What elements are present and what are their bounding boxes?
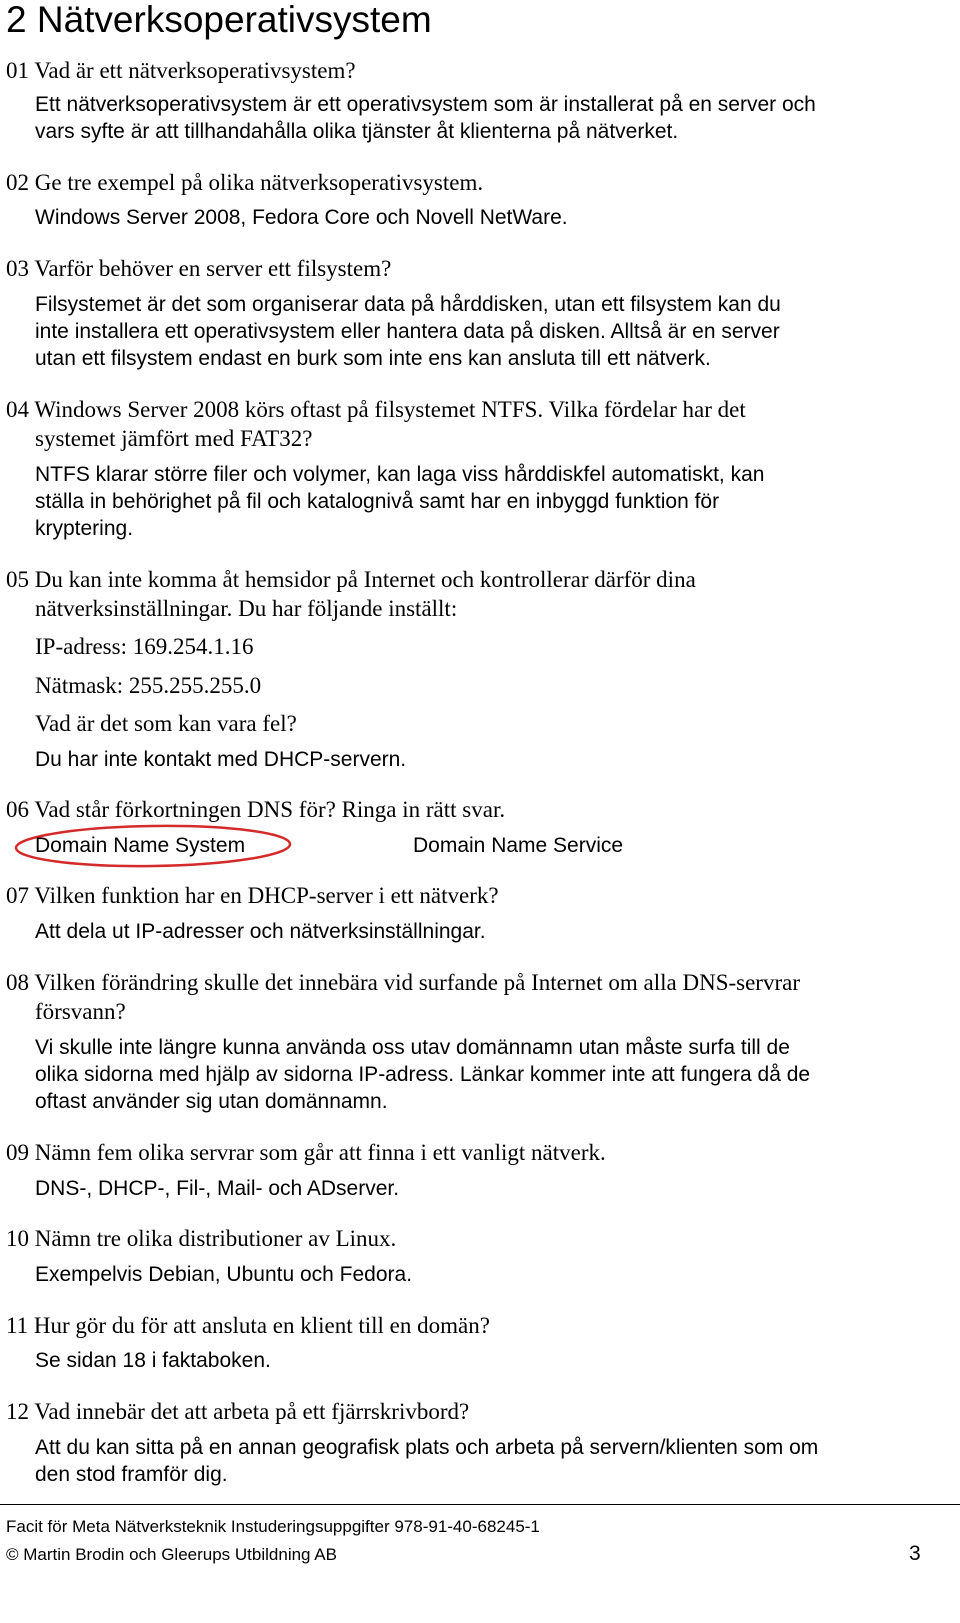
question-04-line-1: 04 Windows Server 2008 körs oftast på filsystemet NTFS. Vilka fördelar har det (6, 397, 746, 422)
dns-option-domain-name-service: Domain Name Service (413, 834, 624, 857)
answer-10: Exempelvis Debian, Ubuntu och Fedora. (35, 1263, 413, 1286)
ip-address-setting: IP-adress: 169.254.1.16 (35, 634, 254, 659)
question-05-line-2: nätverksinställningar. Du har följande inställt: (35, 596, 458, 621)
answer-08-line-2: olika sidorna med hjälp av sidorna IP-adress. Länkar kommer inte att fungera då de (35, 1063, 811, 1086)
footer-copyright: © Martin Brodin och Gleerups Utbildning AB (6, 1545, 337, 1564)
answer-02: Windows Server 2008, Fedora Core och Novell NetWare. (35, 206, 568, 229)
question-11: 11 Hur gör du för att ansluta en klient till en domän? (6, 1313, 490, 1338)
question-12: 12 Vad innebär det att arbeta på ett fjärrskrivbord? (6, 1399, 470, 1424)
question-05-subquestion: Vad är det som kan vara fel? (35, 711, 297, 736)
question-08-line-1: 08 Vilken förändring skulle det innebära vid surfande på Internet om alla DNS-servrar (6, 970, 800, 995)
question-06: 06 Vad står förkortningen DNS för? Ringa in rätt svar. (6, 797, 506, 822)
answer-03-line-3: utan ett filsystem endast en burk som inte ens kan ansluta till ett nätverk. (35, 347, 711, 370)
answer-01-line-2: vars syfte är att tillhandahålla olika tjänster åt klienterna på nätverket. (35, 120, 679, 143)
page-number: 3 (909, 1542, 921, 1565)
answer-12-line-1: Att du kan sitta på en annan geografisk plats och arbeta på servern/klienten som om (35, 1436, 819, 1459)
answer-07: Att dela ut IP-adresser och nätverksinställningar. (35, 920, 486, 943)
answer-08-line-1: Vi skulle inte längre kunna använda oss utav domännamn utan måste surfa till de (35, 1036, 790, 1059)
footer-book-title: Facit för Meta Nätverksteknik Instuderingsuppgifter 978-91-40-68245-1 (6, 1517, 540, 1536)
question-08-line-2: försvann? (35, 999, 126, 1024)
question-09: 09 Nämn fem olika servrar som går att finna i ett vanligt nätverk. (6, 1140, 606, 1165)
footer-divider (0, 1504, 960, 1505)
answer-08-line-3: oftast använder sig utan domännamn. (35, 1090, 388, 1113)
question-03: 03 Varför behöver en server ett filsystem? (6, 256, 392, 281)
answer-03-line-1: Filsystemet är det som organiserar data på hårddisken, utan ett filsystem kan du (35, 293, 781, 316)
answer-05: Du har inte kontakt med DHCP-servern. (35, 748, 407, 771)
answer-04-line-1: NTFS klarar större filer och volymer, kan laga viss hårddiskfel automatiskt, kan (35, 463, 765, 486)
answer-04-line-2: ställa in behörighet på fil och katalognivå samt har en inbyggd funktion för (35, 490, 720, 513)
question-04-line-2: systemet jämfört med FAT32? (35, 426, 313, 451)
dns-option-domain-name-system: Domain Name System (35, 834, 246, 857)
question-05-line-1: 05 Du kan inte komma åt hemsidor på Internet och kontrollerar därför dina (6, 567, 696, 592)
answer-01-line-1: Ett nätverksoperativsystem är ett operativsystem som är installerat på en server och (35, 93, 816, 116)
answer-09: DNS-, DHCP-, Fil-, Mail- och ADserver. (35, 1177, 400, 1200)
page-title: 2 Nätverksoperativsystem (6, 0, 432, 40)
answer-04-line-3: kryptering. (35, 517, 134, 540)
answer-11: Se sidan 18 i faktaboken. (35, 1349, 271, 1372)
netmask-setting: Nätmask: 255.255.255.0 (35, 673, 262, 698)
question-01: 01 Vad är ett nätverksoperativsystem? (6, 58, 356, 83)
answer-03-line-2: inte installera ett operativsystem eller hantera data på disken. Alltså är en server (35, 320, 780, 343)
question-02: 02 Ge tre exempel på olika nätverksoperativsystem. (6, 170, 484, 195)
answer-12-line-2: den stod framför dig. (35, 1463, 228, 1486)
question-10: 10 Nämn tre olika distributioner av Linux. (6, 1226, 397, 1251)
question-07: 07 Vilken funktion har en DHCP-server i ett nätverk? (6, 883, 499, 908)
